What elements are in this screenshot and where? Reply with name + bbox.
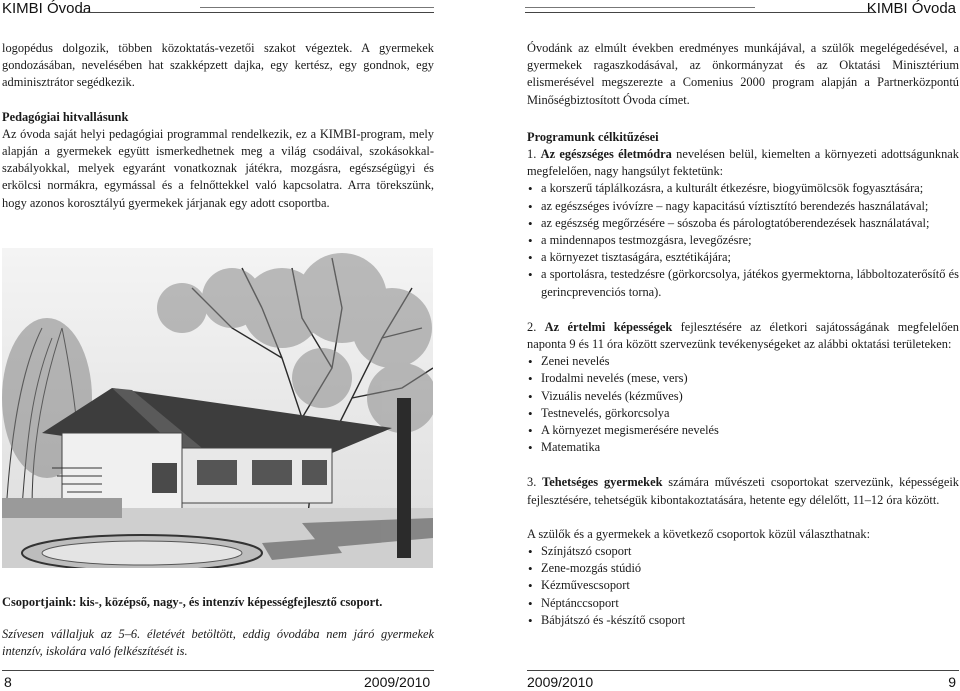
footer-rule-right [527, 670, 959, 671]
list-item: • a korszerű táplálkozásra, a kulturált étkezésre, biogyümölcsök fogyasztására; [527, 180, 959, 197]
list-item: • Zenei nevelés [527, 353, 959, 370]
page-number-right: 9 [948, 674, 956, 690]
page-number-left: 8 [4, 674, 12, 690]
list-item: • Bábjátszó és -készítő csoport [527, 612, 959, 629]
pedagogy-heading: Pedagógiai hitvallásunk [2, 109, 129, 124]
header-rule-left-2 [200, 7, 434, 8]
list-item: • az egészséges ivóvízre – nagy kapacitású víztisztító berendezés használatával; [527, 198, 959, 215]
header-rule-right [525, 12, 875, 13]
goal1-number: 1. [527, 147, 541, 162]
header-rule-left [80, 12, 434, 13]
choose-list [527, 543, 959, 629]
goal1-bold: Az egészséges életmódra [540, 147, 672, 162]
list-item: • Vizuális nevelés (kézműves) [527, 388, 959, 405]
right-column [527, 40, 959, 629]
goal3-paragraph [527, 474, 959, 508]
kindergarten-building-photo [2, 248, 433, 568]
list-item: • az egészség megőrzésére – sószoba és párologtatóberendezések használatával; [527, 215, 959, 232]
list-item: • a mindennapos testmozgásra, levegőzésre; [527, 232, 959, 249]
choose-paragraph: A szülők és a gyermekek a következő csoportok közül választhatnak: [527, 526, 871, 541]
footer-rule-left [2, 670, 434, 671]
left-intro-paragraph: logopédus dolgozik, többen közoktatás-vezetői szakot végeztek. A gyermekek gondozásában, nevelésében hat szakképzett dajka, egy kertész, egy gondnok, egy adminisztrátor segédkezik. [2, 41, 434, 90]
year-right: 2009/2010 [527, 674, 594, 690]
list-item: • Matematika [527, 439, 959, 456]
goal1-list [527, 180, 959, 300]
goal2-number: 2. [527, 319, 545, 334]
list-item: • A környezet megismerésére nevelés [527, 422, 959, 439]
list-item: • Kézművescsoport [527, 577, 959, 594]
goal3-bold: Tehetséges gyermekek [542, 475, 663, 490]
groups-heading: Csoportjaink: kis-, középső, nagy-, és intenzív képességfejlesztő csoport. [2, 595, 383, 609]
list-item: • a sportolásra, testedzésre (görkorcsolya, játékos gyermektorna, lábboltozaterősítő és gerincprevenciós torna). [527, 266, 959, 300]
header-rule-right-2 [525, 7, 755, 8]
goal2-bold: Az értelmi képességek [544, 319, 673, 334]
list-item: • a környezet tisztaságára, esztétikájára; [527, 249, 959, 266]
year-left: 2009/2010 [364, 674, 431, 690]
goal2-list [527, 353, 959, 456]
goal3-text: számára művészeti csoportokat szervezünk, képességeik fejlesztésére, tehetségük kibontakoztatására, hetente egy délelőtt, 11–12 óra között. [527, 475, 960, 507]
photo-illustration [2, 248, 433, 568]
list-item: • Színjátszó csoport [527, 543, 959, 560]
goals-heading: Programunk célkitűzései [527, 129, 659, 144]
goal1-text: nevelésen belül, kiemelten a környezeti adottságunknak megfelelően, nagy hangsúlyt fektetünk: [527, 147, 960, 179]
running-header-right: KIMBI Óvoda [866, 0, 956, 17]
list-item: • Néptánccsoport [527, 595, 959, 612]
list-item: • Testnevelés, görkorcsolya [527, 405, 959, 422]
list-item: • Zene-mozgás stúdió [527, 560, 959, 577]
goal2-paragraph [527, 319, 959, 353]
groups-block [2, 594, 434, 661]
pedagogy-paragraph: Az óvoda saját helyi pedagógiai programmal rendelkezik, ez a KIMBI-program, mely alapján a gyermekek együtt ismerkedhetnek meg a világ csodáival, szokásokkal-szabályokkal, melyek egyaránt vonatkoznak játékra, mozgásra, egészségügyi és erkölcsi normákra, egymással és a felnőttekkel való kapcsolatra. Arra törekszünk, hogy azonos korosztályú gyermekek járjanak egy adott csoportba. [2, 126, 434, 210]
goal2-text: fejlesztésére az életkori sajátosságának megfelelően naponta 9 és 11 óra között szervezünk tevékenységeket az alábbi oktatási területeken: [527, 319, 960, 352]
groups-note: Szívesen vállaljuk az 5–6. életévét betöltött, eddig óvodába nem járó gyermekek intenzív, iskolára való felkészítését is. [2, 627, 434, 659]
goal1-paragraph [527, 146, 959, 180]
left-column [2, 40, 434, 212]
goal3-number: 3. [527, 475, 543, 490]
list-item: • Irodalmi nevelés (mese, vers) [527, 370, 959, 387]
running-header-left: KIMBI Óvoda [2, 0, 92, 17]
right-intro-paragraph: Óvodánk az elmúlt években eredményes munkájával, a szülők megelégedésével, a gyermekek ragaszkodásával, az önkormányzat és az Oktatási Minisztérium elismerésével megszerezte a Comenius 2000 program alapján a Partnerközpontú Minőségbiztosított Óvoda címet. [527, 41, 959, 107]
